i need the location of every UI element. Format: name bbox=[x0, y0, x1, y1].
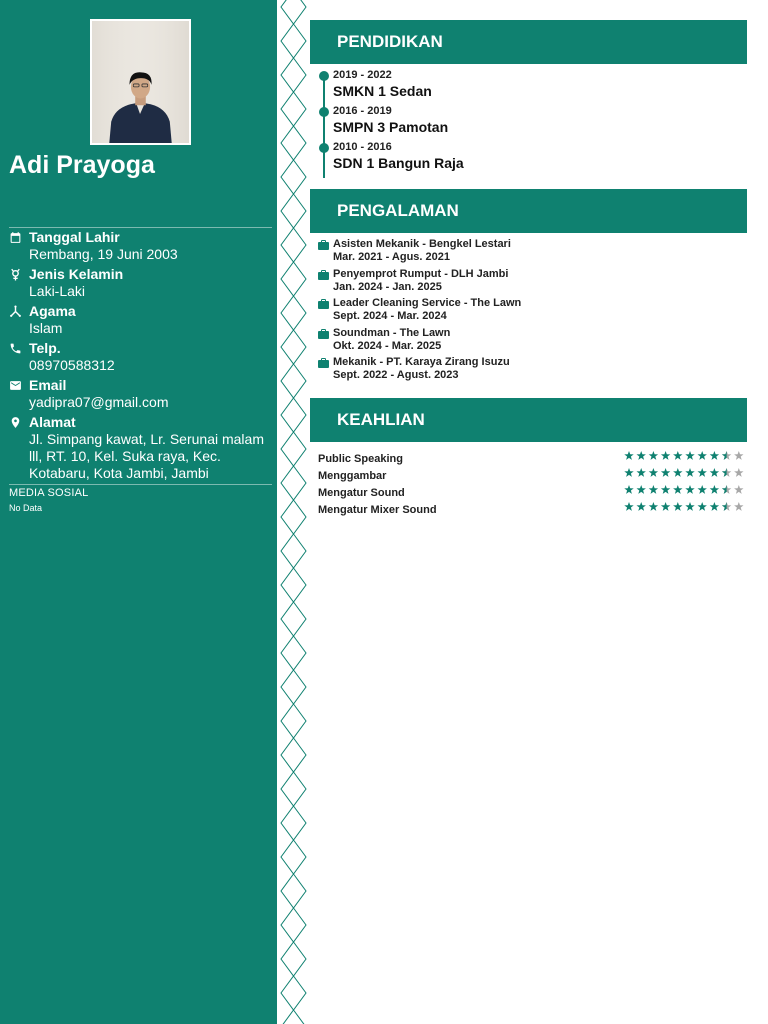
star-icon bbox=[710, 451, 719, 460]
info-religion bbox=[9, 303, 274, 337]
star-icon bbox=[698, 502, 707, 511]
star-icon bbox=[661, 502, 670, 511]
experience-item bbox=[318, 297, 738, 327]
star-icon bbox=[673, 468, 682, 477]
star-icon bbox=[624, 502, 633, 511]
briefcase-icon bbox=[318, 270, 329, 280]
education-header: PENDIDIKAN bbox=[310, 20, 747, 64]
education-years: 2016 - 2019 bbox=[333, 105, 392, 117]
education-years: 2019 - 2022 bbox=[333, 69, 392, 81]
star-icon bbox=[673, 502, 682, 511]
info-address bbox=[9, 414, 274, 482]
star-icon bbox=[673, 485, 682, 494]
divider bbox=[9, 227, 272, 228]
media-social-title: MEDIA SOSIAL bbox=[9, 487, 89, 499]
briefcase-icon bbox=[318, 358, 329, 368]
experience-title: Leader Cleaning Service - The Lawn bbox=[333, 297, 522, 309]
timeline-dot bbox=[319, 71, 329, 81]
timeline-dot bbox=[319, 143, 329, 153]
star-icon bbox=[661, 451, 670, 460]
location-icon bbox=[9, 416, 22, 429]
skill-name: Mengatur Mixer Sound bbox=[318, 504, 437, 516]
skill-rating bbox=[624, 484, 746, 496]
education-item bbox=[318, 69, 738, 105]
star-icon bbox=[710, 485, 719, 494]
info-label: Jenis Kelamin bbox=[29, 266, 124, 282]
info-value: Jl. Simpang kawat, Lr. Serunai malam lll, RT. 10, Kel. Suka raya, Kec. Kotabaru, Kota Jambi, Jambi bbox=[29, 431, 264, 481]
profile-name: Adi Prayoga bbox=[9, 151, 155, 179]
star-icon bbox=[734, 468, 743, 477]
info-value: yadipra07@gmail.com bbox=[29, 394, 169, 410]
timeline-dot bbox=[319, 107, 329, 117]
info-email bbox=[9, 377, 274, 411]
star-icon bbox=[722, 468, 731, 477]
star-icon bbox=[734, 502, 743, 511]
info-value: Rembang, 19 Juni 2003 bbox=[29, 246, 178, 262]
skill-name: Mengatur Sound bbox=[318, 487, 405, 499]
info-value: Laki-Laki bbox=[29, 283, 86, 299]
star-icon bbox=[710, 468, 719, 477]
experience-list bbox=[318, 238, 738, 386]
experience-item bbox=[318, 268, 738, 298]
star-icon bbox=[710, 502, 719, 511]
star-icon bbox=[624, 468, 633, 477]
info-value: Islam bbox=[29, 320, 63, 336]
divider bbox=[9, 484, 272, 485]
star-icon bbox=[685, 468, 694, 477]
info-label: Email bbox=[29, 377, 67, 393]
experience-period: Okt. 2024 - Mar. 2025 bbox=[333, 339, 442, 352]
star-icon bbox=[673, 451, 682, 460]
calendar-icon bbox=[9, 231, 22, 244]
skill-row bbox=[318, 449, 748, 466]
info-label: Telp. bbox=[29, 340, 61, 356]
education-item bbox=[318, 105, 738, 141]
info-label: Alamat bbox=[29, 414, 76, 430]
experience-title: Soundman - The Lawn bbox=[333, 326, 451, 339]
info-value: 08970588312 bbox=[29, 357, 115, 373]
email-icon bbox=[9, 379, 22, 392]
briefcase-icon bbox=[318, 299, 329, 309]
experience-title: Asisten Mekanik - Bengkel Lestari bbox=[333, 238, 511, 250]
education-list bbox=[318, 69, 738, 177]
briefcase-icon bbox=[318, 329, 329, 339]
skill-row bbox=[318, 500, 748, 517]
star-icon bbox=[698, 468, 707, 477]
experience-item bbox=[318, 356, 738, 386]
info-birth bbox=[9, 229, 274, 263]
skill-row bbox=[318, 466, 748, 483]
profile-photo bbox=[90, 19, 191, 145]
skills-list bbox=[318, 449, 748, 517]
info-gender bbox=[9, 266, 274, 300]
education-school: SMKN 1 Sedan bbox=[333, 83, 432, 99]
star-icon bbox=[698, 451, 707, 460]
experience-header: PENGALAMAN bbox=[310, 189, 747, 233]
sidebar bbox=[0, 0, 277, 1024]
media-social-value: No Data bbox=[9, 503, 43, 513]
star-icon bbox=[649, 485, 658, 494]
star-icon bbox=[649, 451, 658, 460]
experience-item bbox=[318, 327, 738, 357]
star-icon bbox=[624, 451, 633, 460]
info-label: Tanggal Lahir bbox=[29, 229, 120, 245]
star-icon bbox=[661, 468, 670, 477]
star-icon bbox=[661, 485, 670, 494]
info-label: Agama bbox=[29, 303, 76, 319]
experience-period: Mar. 2021 - Agus. 2021 bbox=[333, 251, 450, 263]
skills-header: KEAHLIAN bbox=[310, 398, 747, 442]
experience-title: Mekanik - PT. Karaya Zirang Isuzu bbox=[333, 356, 510, 368]
star-icon bbox=[624, 485, 633, 494]
skill-name: Menggambar bbox=[318, 470, 387, 482]
star-icon bbox=[637, 502, 646, 511]
experience-period: Sept. 2022 - Agust. 2023 bbox=[333, 369, 459, 381]
star-icon bbox=[734, 485, 743, 494]
personal-info-list bbox=[9, 229, 274, 485]
skill-rating bbox=[624, 501, 746, 513]
briefcase-icon bbox=[318, 240, 329, 250]
star-icon bbox=[722, 451, 731, 460]
star-icon bbox=[722, 485, 731, 494]
experience-period: Jan. 2024 - Jan. 2025 bbox=[333, 280, 442, 293]
zigzag-decoration bbox=[277, 0, 310, 1024]
experience-item bbox=[318, 238, 738, 268]
phone-icon bbox=[9, 342, 22, 355]
experience-title: Penyemprot Rumput - DLH Jambi bbox=[333, 267, 509, 280]
star-icon bbox=[734, 451, 743, 460]
skill-row bbox=[318, 483, 748, 500]
star-icon bbox=[685, 502, 694, 511]
gender-icon bbox=[9, 268, 22, 281]
star-icon bbox=[685, 485, 694, 494]
education-school: SDN 1 Bangun Raja bbox=[333, 155, 464, 171]
star-icon bbox=[637, 485, 646, 494]
religion-icon bbox=[9, 305, 22, 318]
education-years: 2010 - 2016 bbox=[333, 141, 392, 153]
experience-period: Sept. 2024 - Mar. 2024 bbox=[333, 310, 447, 322]
star-icon bbox=[649, 468, 658, 477]
education-school: SMPN 3 Pamotan bbox=[333, 119, 449, 135]
education-item bbox=[318, 141, 738, 177]
star-icon bbox=[649, 502, 658, 511]
star-icon bbox=[685, 451, 694, 460]
star-icon bbox=[722, 502, 731, 511]
star-icon bbox=[637, 451, 646, 460]
skill-rating bbox=[624, 467, 746, 479]
skill-rating bbox=[624, 450, 746, 462]
star-icon bbox=[698, 485, 707, 494]
info-phone bbox=[9, 340, 274, 374]
skill-name: Public Speaking bbox=[318, 453, 403, 465]
star-icon bbox=[637, 468, 646, 477]
